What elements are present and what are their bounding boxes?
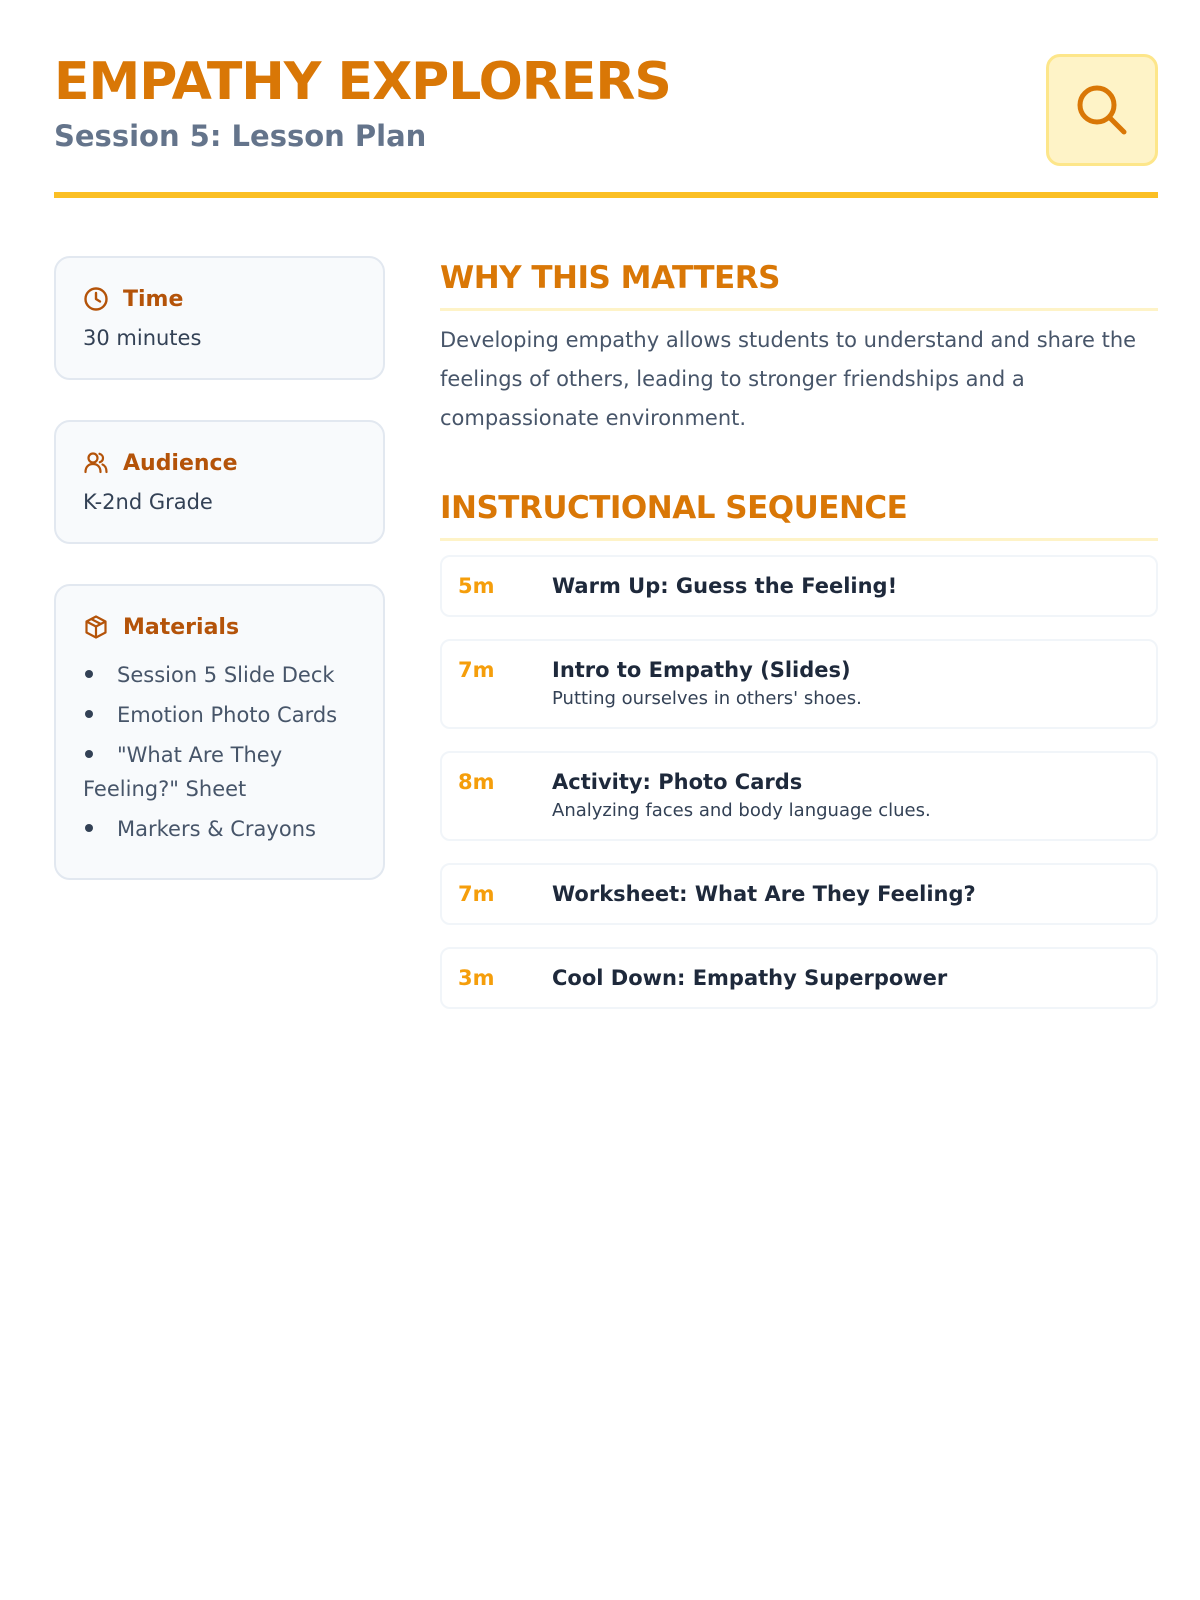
users-icon (83, 450, 109, 476)
step-title: Cool Down: Empathy Superpower (552, 966, 948, 990)
search-icon (1072, 80, 1132, 140)
audience-value: K-2nd Grade (83, 490, 213, 514)
step-time: 8m (458, 770, 495, 794)
step-title: Worksheet: What Are They Feeling? (552, 882, 976, 906)
main-content (440, 256, 1158, 1031)
step-title: Activity: Photo Cards (552, 770, 803, 794)
bullet (85, 824, 93, 832)
step-description: Analyzing faces and body language clues. (552, 800, 931, 821)
step-title: Intro to Empathy (Slides) (552, 658, 851, 682)
step-time: 7m (458, 882, 495, 906)
why-text: Developing empathy allows students to understand and share the feelings of others, leading to stronger friendships and a compassionate environment. (440, 328, 1137, 430)
material-text: Session 5 Slide Deck (117, 663, 335, 687)
bullet (85, 710, 93, 718)
time-label: Time (123, 286, 184, 312)
sequence-step (440, 639, 1158, 729)
materials-card-header (83, 612, 357, 642)
step-body (552, 655, 1140, 713)
time-card (54, 256, 385, 380)
sequence-step (440, 555, 1158, 617)
why-heading: WHY THIS MATTERS (440, 256, 1158, 311)
audience-card-header (83, 448, 357, 478)
list-item (83, 812, 357, 846)
step-time: 3m (458, 966, 495, 990)
page-subtitle: Session 5: Lesson Plan (54, 119, 427, 153)
lesson-plan-page (54, 0, 1158, 990)
search-button[interactable] (1046, 54, 1158, 166)
sequence-step (440, 947, 1158, 1009)
sequence-step (440, 751, 1158, 841)
materials-label: Materials (123, 614, 240, 640)
material-text: Emotion Photo Cards (117, 703, 338, 727)
step-title: Warm Up: Guess the Feeling! (552, 574, 898, 598)
list-item (83, 658, 357, 692)
package-icon (83, 614, 109, 640)
bullet (85, 670, 93, 678)
step-time: 7m (458, 658, 495, 682)
audience-card (54, 420, 385, 544)
step-body (552, 879, 1140, 909)
sequence-step (440, 863, 1158, 925)
step-body (552, 767, 1140, 825)
step-time: 5m (458, 574, 495, 598)
page-title: EMPATHY EXPLORERS (54, 52, 671, 112)
step-body (552, 571, 1140, 601)
page-header (54, 0, 1158, 198)
materials-card (54, 584, 385, 880)
materials-list (83, 658, 357, 846)
sequence-list (440, 555, 1158, 1009)
material-text: Markers & Crayons (117, 817, 316, 841)
sequence-heading: INSTRUCTIONAL SEQUENCE (440, 486, 1158, 541)
list-item (83, 698, 357, 732)
step-description: Putting ourselves in others' shoes. (552, 688, 862, 709)
material-text: "What Are They Feeling?" Sheet (83, 743, 283, 801)
time-card-header (83, 284, 357, 314)
clock-icon (83, 286, 109, 312)
bullet (85, 750, 93, 758)
list-item (83, 738, 357, 806)
step-body (552, 963, 1140, 993)
time-value: 30 minutes (83, 326, 202, 350)
audience-label: Audience (123, 450, 238, 476)
sidebar (54, 256, 385, 920)
